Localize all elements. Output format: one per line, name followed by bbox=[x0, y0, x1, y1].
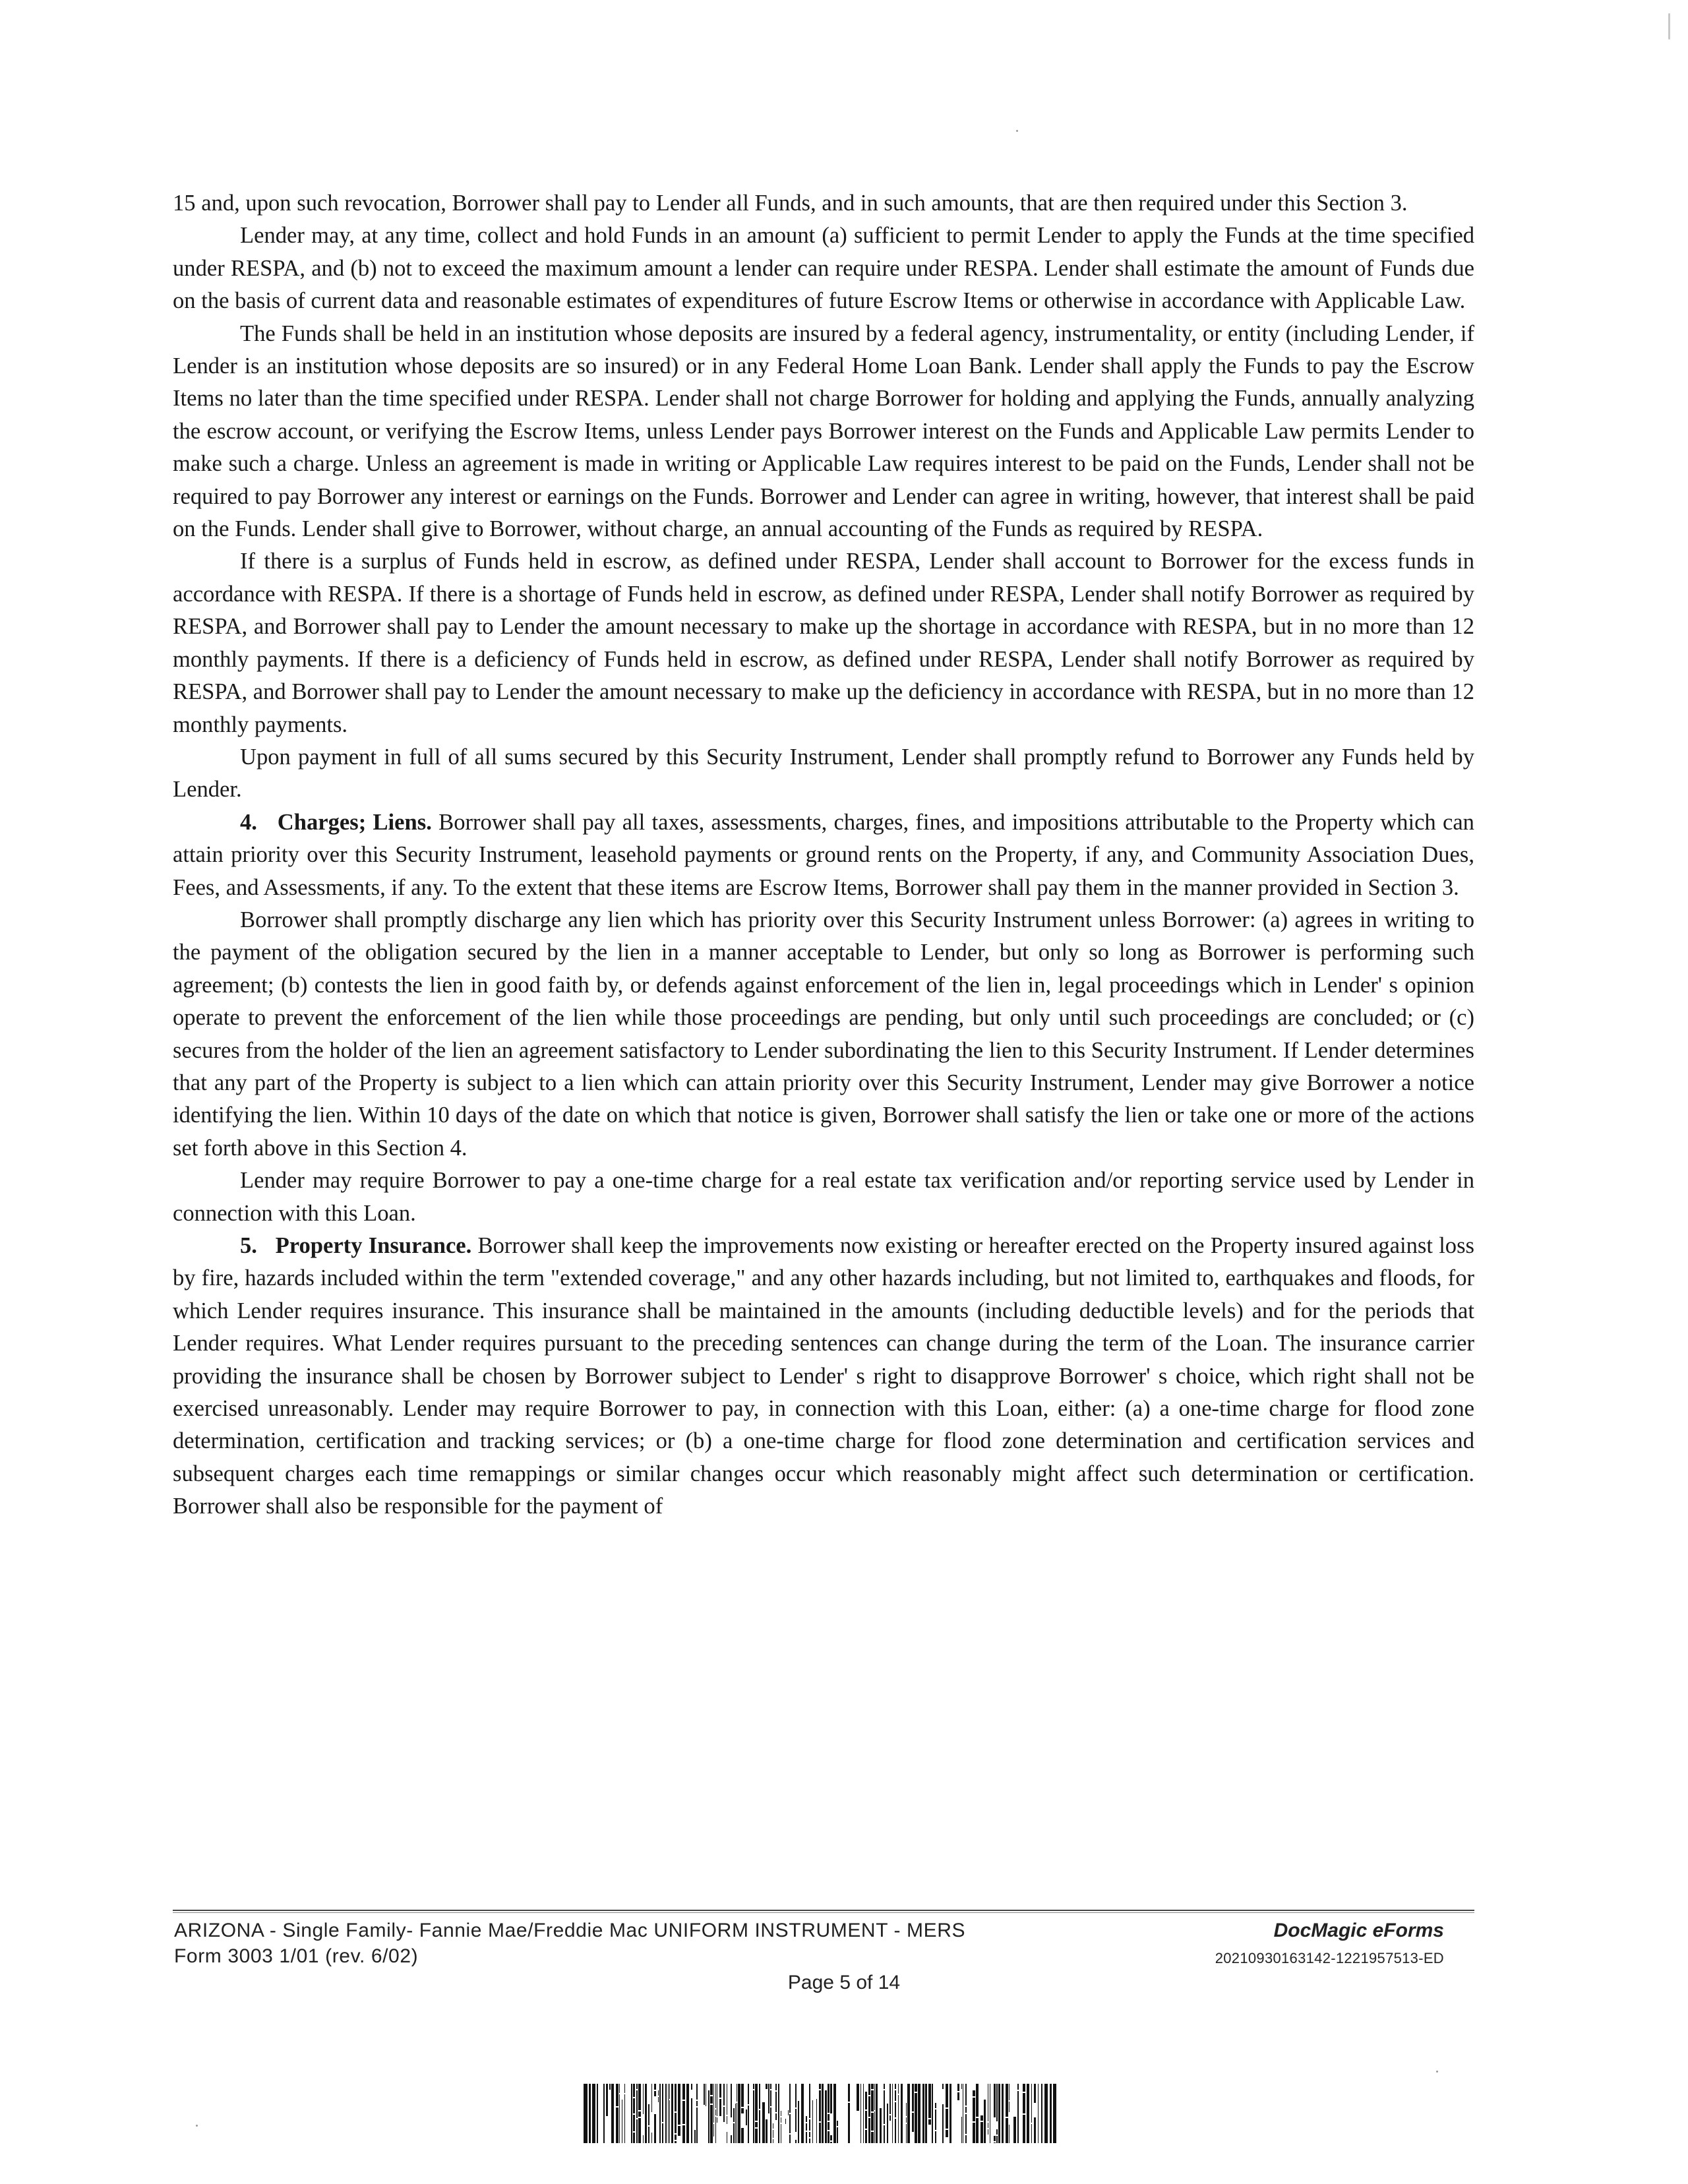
barcode-bar bbox=[768, 2084, 769, 2113]
barcode-bar bbox=[925, 2084, 927, 2143]
section-number: 4. bbox=[240, 809, 257, 835]
section-title: Property Insurance. bbox=[275, 1233, 472, 1258]
scan-speck bbox=[1668, 13, 1670, 40]
form-title: ARIZONA - Single Family- Fannie Mae/Freddie Mac UNIFORM INSTRUMENT - MERS bbox=[174, 1920, 966, 1941]
barcode-bar bbox=[865, 2111, 867, 2129]
barcode-bar bbox=[710, 2105, 713, 2143]
barcode-bar bbox=[648, 2104, 649, 2125]
barcode-bar bbox=[633, 2115, 635, 2131]
document-body bbox=[173, 187, 1474, 1523]
barcode-bar bbox=[603, 2084, 605, 2143]
barcode-bar bbox=[766, 2119, 768, 2143]
barcode-bar bbox=[884, 2084, 885, 2089]
barcode-bar bbox=[912, 2084, 914, 2111]
barcode-bar bbox=[965, 2114, 967, 2134]
barcode-bar bbox=[1044, 2084, 1048, 2143]
barcode-bar bbox=[1017, 2091, 1019, 2143]
barcode-bar bbox=[830, 2142, 832, 2143]
barcode-bar bbox=[996, 2136, 998, 2143]
barcode-bar bbox=[957, 2092, 959, 2100]
barcode-bar bbox=[906, 2124, 907, 2143]
paragraph-text: Lender may require Borrower to pay a one-time charge for a real estate tax verification and/or reporting service used by Lender in connection with this Loan. bbox=[173, 1168, 1474, 1226]
barcode-bar bbox=[789, 2114, 791, 2133]
barcode-bar bbox=[719, 2099, 721, 2116]
barcode-bar bbox=[848, 2084, 850, 2102]
barcode-bar bbox=[922, 2084, 924, 2143]
barcode-bar bbox=[806, 2116, 807, 2122]
barcode-bar bbox=[735, 2104, 736, 2143]
barcode-bar bbox=[654, 2084, 656, 2090]
barcode-bar bbox=[828, 2114, 829, 2121]
barcode-bar bbox=[775, 2113, 777, 2120]
paragraph bbox=[173, 1165, 1474, 1230]
barcode-bar bbox=[753, 2090, 754, 2143]
barcode-bar bbox=[713, 2084, 714, 2123]
barcode-bar bbox=[682, 2101, 685, 2124]
barcode-bar bbox=[1023, 2084, 1025, 2092]
barcode-bar bbox=[935, 2131, 936, 2143]
barcode-bar bbox=[961, 2084, 962, 2089]
barcode-bar bbox=[946, 2130, 948, 2137]
barcode-bar bbox=[741, 2084, 744, 2107]
barcode-bar bbox=[871, 2084, 874, 2089]
barcode-bar bbox=[616, 2108, 618, 2143]
barcode-bar bbox=[819, 2090, 821, 2121]
paragraph-text: Upon payment in full of all sums secured by this Security Instrument, Lender shall promptly refund to Borrower any Funds held by Lender. bbox=[173, 744, 1474, 803]
footer-divider bbox=[173, 1912, 1474, 1913]
barcode-bar bbox=[973, 2098, 975, 2121]
barcode-bar bbox=[624, 2084, 625, 2093]
barcode-bar bbox=[1023, 2093, 1025, 2113]
barcode-bar bbox=[884, 2125, 885, 2143]
barcode-bar bbox=[874, 2084, 875, 2110]
barcode-bar bbox=[1023, 2115, 1025, 2143]
barcode-bar bbox=[636, 2119, 638, 2143]
barcode-bar bbox=[759, 2084, 760, 2109]
barcode-bar bbox=[624, 2094, 625, 2143]
barcode-bar bbox=[874, 2111, 875, 2143]
barcode-bar bbox=[980, 2122, 983, 2143]
barcode-bar bbox=[631, 2084, 632, 2143]
barcode-bar bbox=[636, 2084, 638, 2089]
barcode-bar bbox=[755, 2129, 758, 2143]
barcode-bar bbox=[906, 2103, 907, 2116]
barcode-bar bbox=[884, 2090, 885, 2124]
barcode-bar bbox=[704, 2084, 705, 2105]
barcode-bar bbox=[868, 2084, 870, 2095]
barcode-bar bbox=[935, 2103, 936, 2108]
barcode-bar bbox=[710, 2084, 713, 2095]
barcode-bar bbox=[795, 2140, 797, 2143]
barcode-bar bbox=[654, 2091, 656, 2096]
barcode-image bbox=[584, 2084, 1056, 2143]
barcode-bar bbox=[738, 2084, 740, 2143]
barcode-bar bbox=[996, 2129, 998, 2135]
barcode-bar bbox=[976, 2084, 979, 2117]
barcode-bar bbox=[928, 2119, 931, 2125]
barcode-bar bbox=[868, 2118, 870, 2143]
barcode-bar bbox=[675, 2141, 677, 2143]
barcode-bar bbox=[795, 2109, 797, 2132]
paragraph bbox=[173, 187, 1474, 220]
barcode-bar bbox=[1009, 2102, 1010, 2112]
barcode-bar bbox=[996, 2084, 998, 2121]
barcode-bar bbox=[994, 2136, 996, 2141]
barcode-bar bbox=[659, 2084, 661, 2143]
barcode-bar bbox=[798, 2101, 799, 2143]
barcode-bar bbox=[654, 2114, 656, 2143]
barcode-bar bbox=[723, 2107, 725, 2122]
barcode-bar bbox=[755, 2122, 758, 2127]
barcode-bar bbox=[848, 2103, 850, 2143]
barcode-bar bbox=[678, 2126, 680, 2136]
document-id: 20210930163142-1221957513-ED bbox=[1215, 1950, 1444, 1966]
barcode-bar bbox=[973, 2090, 975, 2096]
barcode-bar bbox=[889, 2115, 891, 2121]
barcode-bar bbox=[809, 2138, 810, 2143]
paragraph-text: The Funds shall be held in an institution whose deposits are insured by a federal agency, instrumentality, or entity (including Lender, if Lender is an institution whose deposits are so insured) or in any Federal Home Loan Bank. Lender shall apply the Funds to pay the Escrow Items no later than the time specified under RESPA. Lender shall not charge Borrower for holding and applying the Funds, annually analyzing the escrow account, or verifying the Escrow Items, unless Lender pays Borrower interest on the Funds and Applicable Law permits Lender to make such a charge. Unless an agreement is made in writing or Applicable Law requires interest to be paid on the Funds, Lender shall not be required to pay Borrower any interest or earnings on the Funds. Borrower and Lender can agree in writing, however, that interest shall be paid on the Funds. Lender shall give to Borrower, without charge, an annual accounting of the Funds as required by RESPA. bbox=[173, 320, 1474, 542]
barcode-bar bbox=[915, 2084, 917, 2092]
barcode-bar bbox=[898, 2084, 899, 2094]
barcode-bar bbox=[801, 2084, 804, 2143]
barcode-bar bbox=[762, 2102, 765, 2143]
paragraph-text: Borrower shall promptly discharge any lien which has priority over this Security Instrument unless Borrower: (a) agrees in writing to the payment of the obligation secured by the lien in a manner acceptable to Lender, but only so long as Borrower is performing such agreement; (b) contests the lien in good faith by, or defends against enforcement of the lien in, legal proceedings which in Lender' s opinion operate to prevent the enforcement of the lien while those proceedings are pending, but only until such proceedings are concluded; or (c) secures from the holder of the lien an agreement satisfactory to Lender subordinating the lien to this Security Instrument. If Lender determines that any part of the Property is subject to a lien which can attain priority over this Security Instrument, Lender may give Borrower a notice identifying the lien. Within 10 days of the date on which that notice is given, Borrower shall satisfy the lien or take one or more of the actions set forth above in this Section 4. bbox=[173, 907, 1474, 1161]
barcode-bar bbox=[998, 2084, 1000, 2143]
barcode-bar bbox=[857, 2084, 859, 2111]
barcode-bar bbox=[731, 2084, 732, 2117]
page-number: Page 5 of 14 bbox=[787, 1972, 901, 1993]
barcode-bar bbox=[789, 2084, 791, 2113]
barcode-bar bbox=[671, 2084, 673, 2143]
barcode-bar bbox=[638, 2118, 641, 2143]
barcode-bar bbox=[609, 2084, 611, 2090]
barcode-bar bbox=[669, 2100, 670, 2143]
barcode-bar bbox=[918, 2084, 920, 2143]
barcode-bar bbox=[946, 2109, 948, 2129]
section-number: 5. bbox=[240, 1233, 257, 1258]
barcode-bar bbox=[675, 2084, 677, 2111]
barcode-bar bbox=[611, 2084, 614, 2143]
section-paragraph bbox=[173, 806, 1474, 904]
barcode-bar bbox=[973, 2123, 975, 2143]
barcode-bar bbox=[915, 2093, 917, 2143]
barcode-bar bbox=[746, 2109, 747, 2125]
barcode-bar bbox=[889, 2084, 891, 2114]
barcode-bar bbox=[980, 2115, 983, 2121]
barcode-bar bbox=[675, 2113, 677, 2133]
barcode-bar bbox=[863, 2084, 864, 2143]
barcode-bar bbox=[825, 2090, 827, 2143]
barcode-bar bbox=[741, 2128, 744, 2143]
paragraph-text: If there is a surplus of Funds held in escrow, as defined under RESPA, Lender shall account to Borrower for the excess funds in accordance with RESPA. If there is a shortage of Funds held in escrow, as defined under RESPA, Lender shall notify Borrower as required by RESPA, and Borrower shall pay to Lender the amount necessary to make up the shortage in accordance with RESPA, but in no more than 12 monthly payments. If there is a deficiency of Funds held in escrow, as defined under RESPA, Lender shall notify Borrower as required by RESPA, and Borrower shall pay to Lender the amount necessary to make up the deficiency in accordance with RESPA, but in no more than 12 monthly payments. bbox=[173, 549, 1474, 737]
barcode-bar bbox=[658, 2090, 659, 2096]
barcode-bar bbox=[809, 2132, 810, 2137]
barcode-bar bbox=[957, 2084, 959, 2091]
barcode-bar bbox=[723, 2084, 725, 2106]
docmagic-logo: DocMagic eForms bbox=[1273, 1920, 1444, 1941]
barcode-bar bbox=[713, 2124, 714, 2137]
barcode-bar bbox=[636, 2090, 638, 2118]
barcode-bar bbox=[759, 2110, 760, 2143]
barcode-bar bbox=[696, 2108, 698, 2143]
paragraph bbox=[173, 318, 1474, 546]
barcode-bar bbox=[812, 2100, 813, 2143]
barcode-bar bbox=[1031, 2124, 1032, 2143]
barcode-bar bbox=[770, 2090, 771, 2106]
barcode-bar bbox=[788, 2110, 789, 2115]
barcode-bar bbox=[675, 2135, 677, 2140]
barcode-bar bbox=[965, 2107, 967, 2113]
barcode-bar bbox=[731, 2135, 732, 2143]
barcode-bar bbox=[1013, 2117, 1016, 2143]
barcode-bar bbox=[1038, 2084, 1039, 2143]
barcode-bar bbox=[795, 2084, 797, 2108]
barcode-bar bbox=[806, 2132, 807, 2143]
barcode-bar bbox=[806, 2123, 807, 2131]
barcode-bar bbox=[633, 2084, 635, 2097]
barcode-bar bbox=[1017, 2084, 1019, 2090]
barcode-bar bbox=[809, 2084, 810, 2118]
barcode-bar bbox=[589, 2084, 591, 2143]
barcode-bar bbox=[809, 2119, 810, 2131]
barcode-bar bbox=[643, 2135, 644, 2143]
barcode-bar bbox=[766, 2084, 768, 2089]
barcode-bar bbox=[775, 2084, 777, 2090]
barcode-bar bbox=[638, 2084, 641, 2110]
barcode-bar bbox=[662, 2123, 663, 2143]
paragraph-text: Lender may, at any time, collect and hold Funds in an amount (a) sufficient to permit Lender to apply the Funds at the time specified under RESPA, and (b) not to exceed the maximum amount a lender can require under RESPA. Lender shall estimate the amount of Funds due on the basis of current data and reasonable estimates of expenditures of future Escrow Items or otherwise in accordance with Applicable Law. bbox=[173, 223, 1474, 314]
barcode-bar bbox=[691, 2098, 692, 2143]
scan-speck bbox=[196, 2125, 198, 2127]
barcode-bar bbox=[837, 2127, 838, 2143]
scan-speck bbox=[1016, 130, 1018, 132]
barcode-bar bbox=[887, 2104, 888, 2143]
barcode-bar bbox=[648, 2127, 649, 2143]
barcode-bar bbox=[669, 2084, 670, 2099]
paragraph bbox=[173, 545, 1474, 741]
barcode-bar bbox=[868, 2096, 870, 2117]
barcode-bar bbox=[895, 2090, 896, 2101]
barcode-bar bbox=[892, 2084, 893, 2143]
barcode-bar bbox=[753, 2084, 754, 2089]
barcode-bar bbox=[871, 2090, 874, 2111]
form-number: Form 3003 1/01 (rev. 6/02) bbox=[174, 1945, 419, 1967]
barcode-bar bbox=[942, 2084, 944, 2089]
barcode-bar bbox=[638, 2111, 641, 2117]
barcode-bar bbox=[828, 2084, 829, 2113]
barcode-bar bbox=[682, 2084, 685, 2100]
barcode-bar bbox=[645, 2084, 647, 2143]
barcode-bar bbox=[1006, 2118, 1008, 2143]
barcode-bar bbox=[871, 2113, 874, 2131]
barcode-bar bbox=[871, 2132, 874, 2143]
barcode-bar bbox=[830, 2135, 832, 2140]
barcode-bar bbox=[912, 2113, 914, 2132]
barcode-bar bbox=[651, 2084, 652, 2112]
barcode-bar bbox=[651, 2133, 652, 2143]
barcode-bar bbox=[942, 2104, 944, 2143]
barcode-bar bbox=[984, 2100, 986, 2143]
barcode-bar bbox=[901, 2084, 903, 2143]
section-paragraph bbox=[173, 1230, 1474, 1523]
barcode-bar bbox=[584, 2084, 588, 2143]
paragraph bbox=[173, 741, 1474, 806]
barcode-bar bbox=[828, 2131, 829, 2143]
barcode-bar bbox=[658, 2097, 659, 2102]
barcode-bar bbox=[633, 2133, 635, 2143]
barcode-bar bbox=[775, 2092, 777, 2112]
barcode-bar bbox=[1009, 2084, 1010, 2100]
barcode-bar bbox=[719, 2084, 721, 2098]
barcode-bar bbox=[691, 2084, 692, 2090]
barcode-bar bbox=[895, 2084, 896, 2089]
barcode-bar bbox=[643, 2084, 644, 2114]
barcode-bar bbox=[696, 2084, 698, 2100]
barcode-bar bbox=[865, 2130, 867, 2143]
section-title: Charges; Liens. bbox=[277, 809, 432, 835]
barcode-bar bbox=[668, 2084, 669, 2143]
barcode-bar bbox=[907, 2084, 910, 2143]
barcode-bar bbox=[710, 2096, 713, 2104]
barcode-bar bbox=[928, 2084, 931, 2118]
barcode-bar bbox=[880, 2108, 882, 2143]
barcode-bar bbox=[694, 2130, 696, 2143]
barcode-bar bbox=[748, 2084, 749, 2104]
barcode-bar bbox=[837, 2121, 838, 2126]
barcode-bar bbox=[828, 2122, 829, 2130]
barcode-bar bbox=[976, 2118, 979, 2143]
paragraph-text: Borrower shall pay all taxes, assessments, charges, fines, and impositions attributable to the Property which can attain priority over this Security Instrument, leasehold payments or ground rents on the Property, if any, and Community Association Dues, Fees, and Assessments, if any. To the extent that these items are Escrow Items, Borrower shall pay them in the manner provided in Section 3. bbox=[173, 809, 1474, 900]
barcode-bar bbox=[816, 2099, 817, 2143]
barcode-bar bbox=[1053, 2084, 1056, 2143]
barcode-bar bbox=[616, 2084, 618, 2106]
barcode-bar bbox=[715, 2117, 716, 2143]
barcode-bar bbox=[715, 2084, 716, 2108]
barcode-bar bbox=[1002, 2084, 1004, 2143]
barcode-bar bbox=[778, 2084, 779, 2143]
barcode-bar bbox=[965, 2135, 967, 2143]
barcode-bar bbox=[678, 2084, 680, 2125]
barcode-bar bbox=[895, 2102, 896, 2117]
barcode-bar bbox=[733, 2123, 735, 2143]
barcode-bar bbox=[665, 2084, 667, 2143]
barcode-bar bbox=[592, 2084, 595, 2143]
barcode-bar bbox=[822, 2084, 824, 2143]
barcode-bar bbox=[895, 2119, 896, 2143]
barcode-bar bbox=[833, 2084, 836, 2143]
barcode-bar bbox=[789, 2135, 791, 2143]
footer-divider bbox=[173, 1910, 1474, 1911]
barcode-bar bbox=[906, 2117, 907, 2123]
barcode-bar bbox=[785, 2119, 786, 2124]
barcode-bar bbox=[1034, 2117, 1036, 2143]
barcode-bar bbox=[819, 2084, 821, 2089]
barcode-bar bbox=[860, 2084, 861, 2143]
barcode-bar bbox=[950, 2084, 951, 2143]
paragraph bbox=[173, 220, 1474, 317]
barcode-bar bbox=[1027, 2084, 1029, 2143]
barcode-bar bbox=[932, 2084, 933, 2143]
barcode-bar bbox=[733, 2108, 735, 2122]
barcode-bar bbox=[662, 2084, 663, 2122]
barcode-bar bbox=[994, 2084, 996, 2117]
barcode-bar bbox=[755, 2084, 758, 2121]
barcode-bar bbox=[961, 2117, 962, 2143]
barcode-bar bbox=[770, 2108, 771, 2143]
barcode-bar bbox=[748, 2106, 749, 2143]
barcode-bar bbox=[633, 2098, 635, 2113]
barcode-bar bbox=[741, 2108, 744, 2113]
barcode-bar bbox=[946, 2084, 948, 2108]
barcode-bar bbox=[994, 2142, 996, 2143]
barcode-bar bbox=[686, 2084, 689, 2143]
barcode-bar bbox=[1006, 2084, 1008, 2117]
barcode-bar bbox=[715, 2109, 716, 2115]
barcode-bar bbox=[770, 2084, 771, 2089]
barcode-bar bbox=[619, 2084, 620, 2093]
barcode-bar bbox=[898, 2095, 899, 2143]
barcode-bar bbox=[1050, 2084, 1052, 2143]
paragraph bbox=[173, 904, 1474, 1165]
barcode-bar bbox=[696, 2101, 698, 2106]
barcode-bar bbox=[865, 2092, 867, 2109]
barcode-bar bbox=[1031, 2084, 1032, 2123]
scan-speck bbox=[1436, 2071, 1438, 2073]
barcode-bar bbox=[935, 2109, 936, 2130]
paragraph-text: Borrower shall keep the improvements now existing or hereafter erected on the Property insured against loss by fire, hazards included within the term "extended coverage," and any other hazards including, but not limited to, earthquakes and floods, for which Lender requires insurance. This insurance shall be maintained in the amounts (including deductible levels) and for the periods that Lender requires. What Lender requires pursuant to the preceding sentences can change during the term of the Loan. The insurance carrier providing the insurance shall be chosen by Borrower subject to Lender' s right to disapprove Borrower' s choice, which right shall not be exercised unreasonably. Lender may require Borrower to pay, in connection with this Loan, either: (a) a one-time charge for flood zone determination, certification and tracking services; or (b) a one-time charge for flood zone determination and certification services and subsequent charges each time remappings or similar changes occur which reasonably might affect such determination or certification. Borrower shall also be responsible for the payment of bbox=[173, 1233, 1474, 1519]
barcode-bar bbox=[606, 2084, 608, 2116]
barcode-bar bbox=[1041, 2084, 1042, 2143]
barcode-bar bbox=[830, 2084, 832, 2113]
barcode-bar bbox=[819, 2123, 821, 2143]
barcode-bar bbox=[1009, 2125, 1010, 2143]
barcode-bar bbox=[708, 2090, 709, 2143]
barcode-bar bbox=[965, 2084, 967, 2106]
paragraph-text: 15 and, upon such revocation, Borrower shall pay to Lender all Funds, and in such amounts, that are then required under this Section 3. bbox=[173, 191, 1408, 216]
barcode-bar bbox=[1034, 2084, 1036, 2103]
barcode-bar bbox=[876, 2084, 878, 2143]
barcode-bar bbox=[619, 2094, 620, 2143]
barcode-bar bbox=[682, 2125, 685, 2143]
barcode-bar bbox=[597, 2084, 598, 2143]
